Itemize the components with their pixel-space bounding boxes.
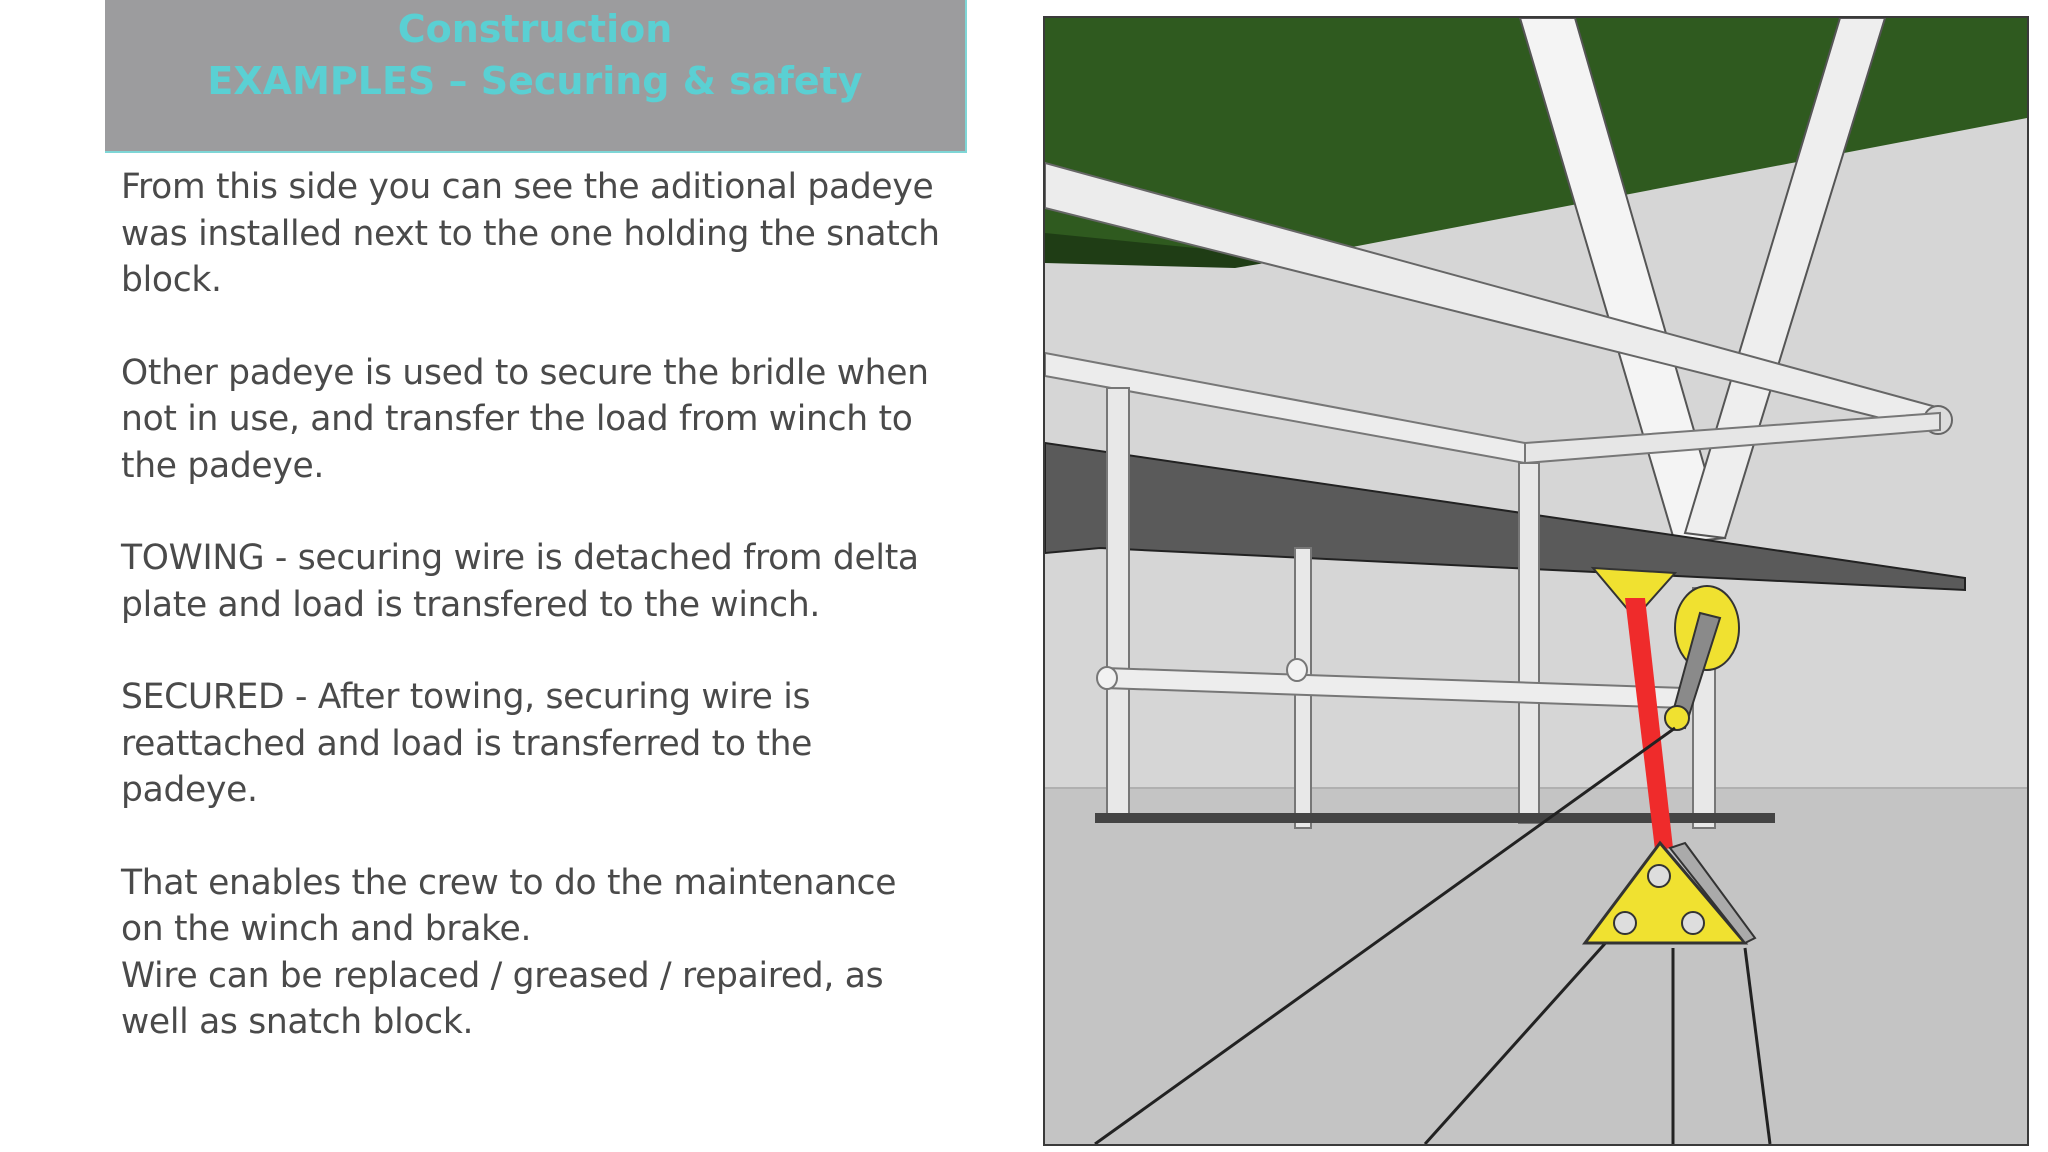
- padeye-diagram: [1045, 18, 2027, 1144]
- construction-illustration: [1043, 16, 2029, 1146]
- paragraph-secured: SECURED - After towing, securing wire is reattached and load is transferred to the padeye.: [121, 677, 813, 810]
- title-banner: [105, 0, 967, 153]
- paragraph-other-padeye: Other padeye is used to secure the bridle when not in use, and transfer the load from winch to the padeye.: [121, 352, 929, 486]
- title-line-1: Construction: [397, 7, 673, 51]
- stanchion-2: [1519, 463, 1539, 823]
- paragraph-padeye-side: From this side you can see the aditional padeye was installed next to the one holding the snatch block.: [121, 167, 940, 300]
- body-text: [121, 164, 971, 1046]
- paragraph-towing: TOWING - securing wire is detached from delta plate and load is transfered to the winch.: [121, 538, 919, 625]
- title-line-2: EXAMPLES – Securing & safety: [207, 59, 863, 103]
- paragraph-maintenance: That enables the crew to do the maintenance on the winch and brake. Wire can be replaced / greased / repaired, as well as snatch block.: [121, 862, 897, 1042]
- floor: [1045, 788, 2027, 1144]
- stanchion-1: [1107, 388, 1129, 818]
- bottom-rail: [1095, 813, 1775, 823]
